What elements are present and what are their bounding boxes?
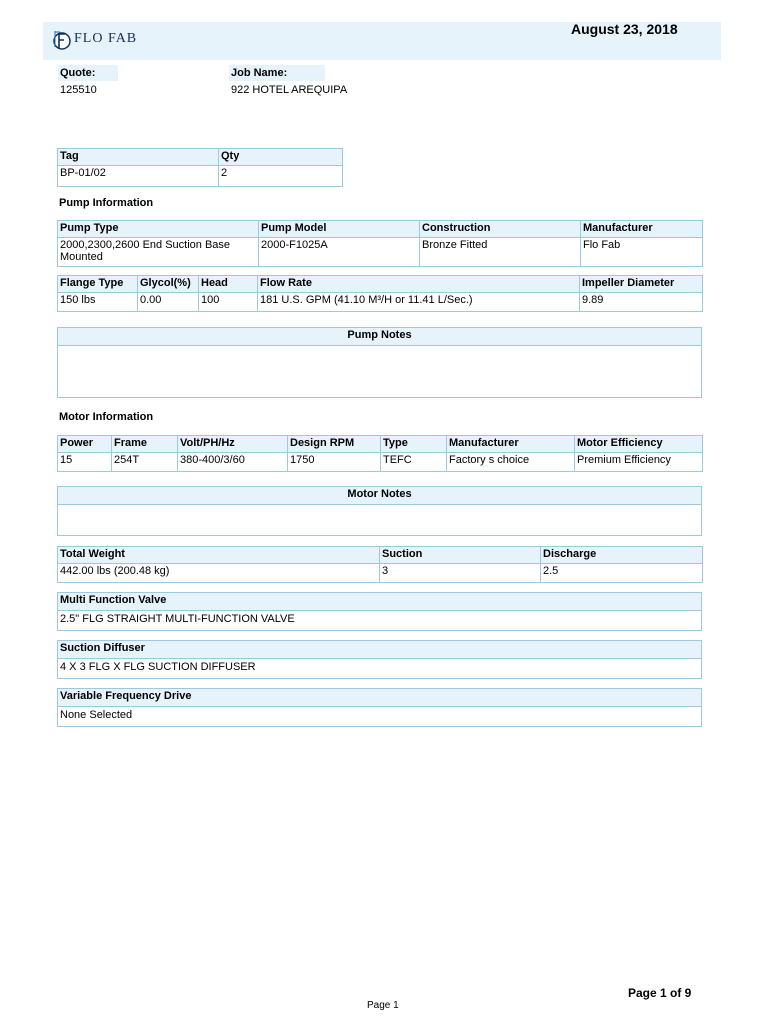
suction-diffuser-label: Suction Diffuser [58, 641, 701, 659]
pump-notes-title: Pump Notes [58, 328, 701, 346]
frame-header: Frame [112, 436, 178, 453]
page-footer: Page 1 [367, 1000, 399, 1011]
motor-efficiency-value: Premium Efficiency [575, 453, 703, 472]
motor-manufacturer-header: Manufacturer [447, 436, 575, 453]
design-rpm-value: 1750 [288, 453, 381, 472]
table-row [58, 453, 703, 472]
motor-information-title: Motor Information [59, 411, 154, 423]
manufacturer-header: Manufacturer [581, 221, 703, 238]
pump-type-value: 2000,2300,2600 End Suction Base Mounted [58, 238, 259, 267]
quote-value: 125510 [60, 84, 97, 96]
manufacturer-value: Flo Fab [581, 238, 703, 267]
logo-text: FLO FAB [74, 31, 138, 46]
pump-type-header: Pump Type [58, 221, 259, 238]
job-name-label: Job Name: [229, 65, 325, 81]
flange-type-value: 150 lbs [58, 293, 138, 312]
multi-function-valve-box [57, 592, 702, 631]
table-header-row [58, 276, 703, 293]
motor-manufacturer-value: Factory s choice [447, 453, 575, 472]
tag-header: Tag [58, 149, 219, 166]
head-value: 100 [199, 293, 258, 312]
power-header: Power [58, 436, 112, 453]
vfd-label: Variable Frequency Drive [58, 689, 701, 707]
suction-header: Suction [380, 547, 541, 564]
suction-diffuser-box [57, 640, 702, 679]
multi-function-valve-label: Multi Function Valve [58, 593, 701, 611]
frame-value: 254T [112, 453, 178, 472]
impeller-diameter-header: Impeller Diameter [580, 276, 703, 293]
table-row [58, 166, 343, 187]
total-weight-header: Total Weight [58, 547, 380, 564]
suction-value: 3 [380, 564, 541, 583]
report-date: August 23, 2018 [571, 21, 678, 37]
discharge-header: Discharge [541, 547, 703, 564]
table-row [58, 564, 703, 583]
construction-value: Bronze Fitted [420, 238, 581, 267]
glycol-header: Glycol(%) [138, 276, 199, 293]
pump-model-value: 2000-F1025A [259, 238, 420, 267]
pump-table-2 [57, 275, 703, 312]
table-header-row [58, 149, 343, 166]
vfd-value: None Selected [60, 709, 133, 721]
table-row [58, 238, 703, 267]
construction-header: Construction [420, 221, 581, 238]
volt-ph-hz-value: 380-400/3/60 [178, 453, 288, 472]
tag-value: BP-01/02 [58, 166, 219, 187]
total-weight-value: 442.00 lbs (200.48 kg) [58, 564, 380, 583]
multi-function-valve-value: 2.5" FLG STRAIGHT MULTI-FUNCTION VALVE [60, 613, 295, 625]
table-header-row [58, 547, 703, 564]
power-value: 15 [58, 453, 112, 472]
pump-information-title: Pump Information [59, 197, 154, 209]
pump-model-header: Pump Model [259, 221, 420, 238]
impeller-diameter-value: 9.89 [580, 293, 703, 312]
table-header-row [58, 436, 703, 453]
volt-ph-hz-header: Volt/PH/Hz [178, 436, 288, 453]
design-rpm-header: Design RPM [288, 436, 381, 453]
motor-notes-title: Motor Notes [58, 487, 701, 505]
job-name-value: 922 HOTEL AREQUIPA [231, 84, 348, 96]
qty-value: 2 [219, 166, 343, 187]
discharge-value: 2.5 [541, 564, 703, 583]
quote-label: Quote: [58, 65, 118, 81]
flange-type-header: Flange Type [58, 276, 138, 293]
table-header-row [58, 221, 703, 238]
suction-diffuser-value: 4 X 3 FLG X FLG SUCTION DIFFUSER [60, 661, 256, 673]
page-of-label: Page 1 of 9 [628, 986, 692, 1000]
type-header: Type [381, 436, 447, 453]
weight-table [57, 546, 703, 583]
vfd-box [57, 688, 702, 727]
tag-table [57, 148, 343, 187]
glycol-value: 0.00 [138, 293, 199, 312]
pump-table-1 [57, 220, 703, 267]
flow-rate-value: 181 U.S. GPM (41.10 M³/H or 11.41 L/Sec.) [258, 293, 580, 312]
qty-header: Qty [219, 149, 343, 166]
table-row [58, 293, 703, 312]
pump-notes-box [57, 327, 702, 398]
motor-notes-box [57, 486, 702, 536]
flow-rate-header: Flow Rate [258, 276, 580, 293]
type-value: TEFC [381, 453, 447, 472]
motor-table [57, 435, 703, 472]
head-header: Head [199, 276, 258, 293]
motor-efficiency-header: Motor Efficiency [575, 436, 703, 453]
